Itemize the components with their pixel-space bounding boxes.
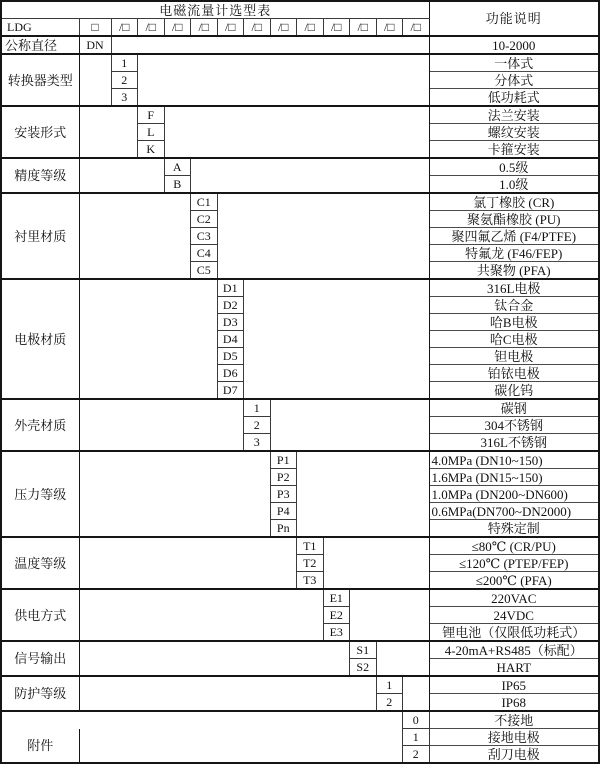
option-code-cell: D3 bbox=[217, 314, 244, 331]
option-row bbox=[1, 589, 599, 607]
option-code-cell: 1 bbox=[111, 54, 138, 72]
option-desc-cell: 螺纹安装 bbox=[429, 124, 599, 141]
spacer-left-cell bbox=[79, 676, 376, 711]
option-desc-cell: IP68 bbox=[429, 694, 599, 712]
option-code-cell: D6 bbox=[217, 365, 244, 382]
category-label: 电极材质 bbox=[1, 279, 79, 399]
option-desc-cell: 特殊定制 bbox=[429, 520, 599, 538]
spacer-left-cell bbox=[79, 729, 403, 764]
option-code-cell: K bbox=[138, 141, 165, 159]
option-code-cell: E3 bbox=[323, 624, 350, 642]
option-desc-cell: 法兰安装 bbox=[429, 106, 599, 124]
option-desc-cell: 分体式 bbox=[429, 72, 599, 89]
option-desc-cell: 刮刀电极 bbox=[429, 746, 599, 764]
option-code-cell: D7 bbox=[217, 382, 244, 400]
option-desc-cell: 接地电极 bbox=[429, 729, 599, 746]
option-code-cell: P1 bbox=[270, 451, 297, 469]
option-code-cell: F bbox=[138, 106, 165, 124]
option-code-cell: C5 bbox=[191, 262, 218, 280]
option-desc-cell: 1.0级 bbox=[429, 176, 599, 194]
option-desc-cell: 哈B电极 bbox=[429, 314, 599, 331]
option-code-cell: 2 bbox=[244, 417, 271, 434]
category-label: 转换器类型 bbox=[1, 54, 79, 106]
selector-slot-cell: /□ bbox=[244, 19, 271, 37]
option-desc-cell: 10-2000 bbox=[429, 36, 599, 54]
option-code-cell: 1 bbox=[403, 729, 430, 746]
selector-slot-cell: /□ bbox=[297, 19, 324, 37]
category-label: 精度等级 bbox=[1, 158, 79, 193]
selector-slot-cell: /□ bbox=[217, 19, 244, 37]
option-code-cell: D1 bbox=[217, 279, 244, 297]
option-code-cell: 0 bbox=[403, 711, 430, 729]
option-code-cell: E2 bbox=[323, 607, 350, 624]
spacer-left-cell bbox=[79, 158, 164, 193]
option-desc-cell: 1.0MPa (DN200~DN600) bbox=[429, 486, 599, 503]
spacer-left-cell bbox=[79, 279, 217, 399]
spacer-left-cell bbox=[79, 451, 270, 537]
option-desc-cell: 一体式 bbox=[429, 54, 599, 72]
spacer-right-cell bbox=[270, 399, 429, 451]
spacer-right-cell bbox=[350, 589, 430, 641]
category-label: 供电方式 bbox=[1, 589, 79, 641]
spacer-right-cell bbox=[111, 36, 429, 54]
option-desc-cell: 304不锈钢 bbox=[429, 417, 599, 434]
option-desc-cell: 氯丁橡胶 (CR) bbox=[429, 193, 599, 211]
spacer-left-cell bbox=[79, 106, 138, 158]
category-label: 安装形式 bbox=[1, 106, 79, 158]
option-desc-cell: 4-20mA+RS485（标配） bbox=[429, 641, 599, 659]
function-column-header: 功能说明 bbox=[429, 1, 599, 36]
option-row bbox=[1, 451, 599, 469]
option-desc-cell: ≤200℃ (PFA) bbox=[429, 572, 599, 590]
option-desc-cell: 聚氨酯橡胶 (PU) bbox=[429, 211, 599, 228]
option-desc-cell: 钛合金 bbox=[429, 297, 599, 314]
category-label: 防护等级 bbox=[1, 676, 79, 711]
table-title: 电磁流量计选型表 bbox=[1, 1, 429, 19]
option-desc-cell: 低功耗式 bbox=[429, 89, 599, 107]
spacer-right-cell bbox=[403, 676, 430, 711]
option-desc-cell: 220VAC bbox=[429, 589, 599, 607]
selector-slot-cell: /□ bbox=[111, 19, 138, 37]
spacer-right-cell bbox=[244, 279, 430, 399]
option-code-cell: E1 bbox=[323, 589, 350, 607]
spacer-right-cell bbox=[217, 193, 429, 279]
selector-slot-cell: /□ bbox=[138, 19, 165, 37]
spacer-right-cell bbox=[297, 451, 430, 537]
option-code-cell: C3 bbox=[191, 228, 218, 245]
category-label: 压力等级 bbox=[1, 451, 79, 537]
option-desc-cell: 锂电池（仅限低功耗式） bbox=[429, 624, 599, 642]
option-code-cell: C1 bbox=[191, 193, 218, 211]
option-desc-cell: 铂铱电极 bbox=[429, 365, 599, 382]
option-desc-cell: 哈C电极 bbox=[429, 331, 599, 348]
category-label: 信号输出 bbox=[1, 641, 79, 676]
selector-slot-cell: /□ bbox=[376, 19, 403, 37]
selector-slot-cell: /□ bbox=[270, 19, 297, 37]
selector-slot-cell: /□ bbox=[350, 19, 377, 37]
option-desc-cell: 0.5级 bbox=[429, 158, 599, 176]
option-desc-cell: ≤80℃ (CR/PU) bbox=[429, 537, 599, 555]
option-desc-cell: 钽电极 bbox=[429, 348, 599, 365]
option-code-cell: 2 bbox=[376, 694, 403, 712]
option-desc-cell: 1.6MPa (DN15~150) bbox=[429, 469, 599, 486]
option-code-cell: 2 bbox=[111, 72, 138, 89]
option-row bbox=[1, 106, 599, 124]
option-desc-cell: IP65 bbox=[429, 676, 599, 694]
title-row bbox=[1, 1, 599, 19]
option-code-cell: 2 bbox=[403, 746, 430, 764]
spacer-left-cell bbox=[79, 537, 297, 589]
category-label: 公称直径 bbox=[1, 36, 79, 54]
option-row bbox=[1, 399, 599, 417]
option-code-cell: C2 bbox=[191, 211, 218, 228]
spacer-left-cell bbox=[79, 641, 350, 676]
spacer-left-cell bbox=[79, 193, 191, 279]
option-row bbox=[1, 676, 599, 694]
option-desc-cell: 4.0MPa (DN10~150) bbox=[429, 451, 599, 469]
option-desc-cell: 特氟龙 (F46/FEP) bbox=[429, 245, 599, 262]
option-row bbox=[1, 537, 599, 555]
selector-slot-cell: /□ bbox=[403, 19, 430, 37]
spacer-right-cell bbox=[138, 54, 430, 106]
option-code-cell: P3 bbox=[270, 486, 297, 503]
option-row bbox=[1, 729, 599, 746]
option-row bbox=[1, 711, 599, 729]
option-desc-cell: HART bbox=[429, 659, 599, 677]
spacer-right-cell bbox=[191, 158, 430, 193]
spacer-right-cell bbox=[323, 537, 429, 589]
option-code-cell: A bbox=[164, 158, 191, 176]
option-code-cell: S1 bbox=[350, 641, 377, 659]
spacer-right-cell bbox=[164, 106, 429, 158]
option-code-cell: P2 bbox=[270, 469, 297, 486]
option-code-cell: P4 bbox=[270, 503, 297, 520]
option-row bbox=[1, 193, 599, 211]
spacer-right-cell bbox=[376, 641, 429, 676]
option-row bbox=[1, 158, 599, 176]
option-desc-cell: 聚四氟乙烯 (F4/PTFE) bbox=[429, 228, 599, 245]
selector-slot-cell: /□ bbox=[323, 19, 350, 37]
option-row bbox=[1, 54, 599, 72]
option-code-cell: T2 bbox=[297, 555, 324, 572]
option-code-cell: D4 bbox=[217, 331, 244, 348]
option-desc-cell: 碳化钨 bbox=[429, 382, 599, 400]
selector-first-box-cell: □ bbox=[79, 19, 111, 37]
option-code-cell: D5 bbox=[217, 348, 244, 365]
option-code-cell: 3 bbox=[244, 434, 271, 452]
option-code-cell: 3 bbox=[111, 89, 138, 107]
option-code-cell: L bbox=[138, 124, 165, 141]
option-code-cell: C4 bbox=[191, 245, 218, 262]
option-row bbox=[1, 641, 599, 659]
category-label: 温度等级 bbox=[1, 537, 79, 589]
option-desc-cell: 0.6MPa(DN700~DN2000) bbox=[429, 503, 599, 520]
model-prefix-cell: LDG bbox=[1, 19, 79, 37]
option-desc-cell: 共聚物 (PFA) bbox=[429, 262, 599, 280]
option-desc-cell: 卡箍安装 bbox=[429, 141, 599, 159]
option-code-cell: B bbox=[164, 176, 191, 194]
option-code-cell: Pn bbox=[270, 520, 297, 538]
option-desc-cell: 316L电极 bbox=[429, 279, 599, 297]
selector-slot-cell: /□ bbox=[164, 19, 191, 37]
option-code-cell: T1 bbox=[297, 537, 324, 555]
option-code-cell: S2 bbox=[350, 659, 377, 677]
option-desc-cell: 24VDC bbox=[429, 607, 599, 624]
option-row bbox=[1, 279, 599, 297]
option-code-cell: DN bbox=[79, 36, 111, 54]
option-row bbox=[1, 36, 599, 54]
category-label: 衬里材质 bbox=[1, 193, 79, 279]
spacer-left-cell bbox=[79, 589, 323, 641]
option-desc-cell: 不接地 bbox=[429, 711, 599, 729]
spacer-left-cell bbox=[79, 54, 111, 106]
option-code-cell: D2 bbox=[217, 297, 244, 314]
spacer-full-cell bbox=[1, 711, 403, 729]
option-desc-cell: 316L不锈钢 bbox=[429, 434, 599, 452]
option-code-cell: 1 bbox=[376, 676, 403, 694]
option-code-cell: 1 bbox=[244, 399, 271, 417]
option-desc-cell: 碳钢 bbox=[429, 399, 599, 417]
selector-slot-cell: /□ bbox=[191, 19, 218, 37]
spacer-left-cell bbox=[79, 399, 244, 451]
category-label: 附件 bbox=[1, 729, 79, 764]
option-code-cell: T3 bbox=[297, 572, 324, 590]
option-desc-cell: ≤120℃ (PTEP/FEP) bbox=[429, 555, 599, 572]
category-label: 外壳材质 bbox=[1, 399, 79, 451]
